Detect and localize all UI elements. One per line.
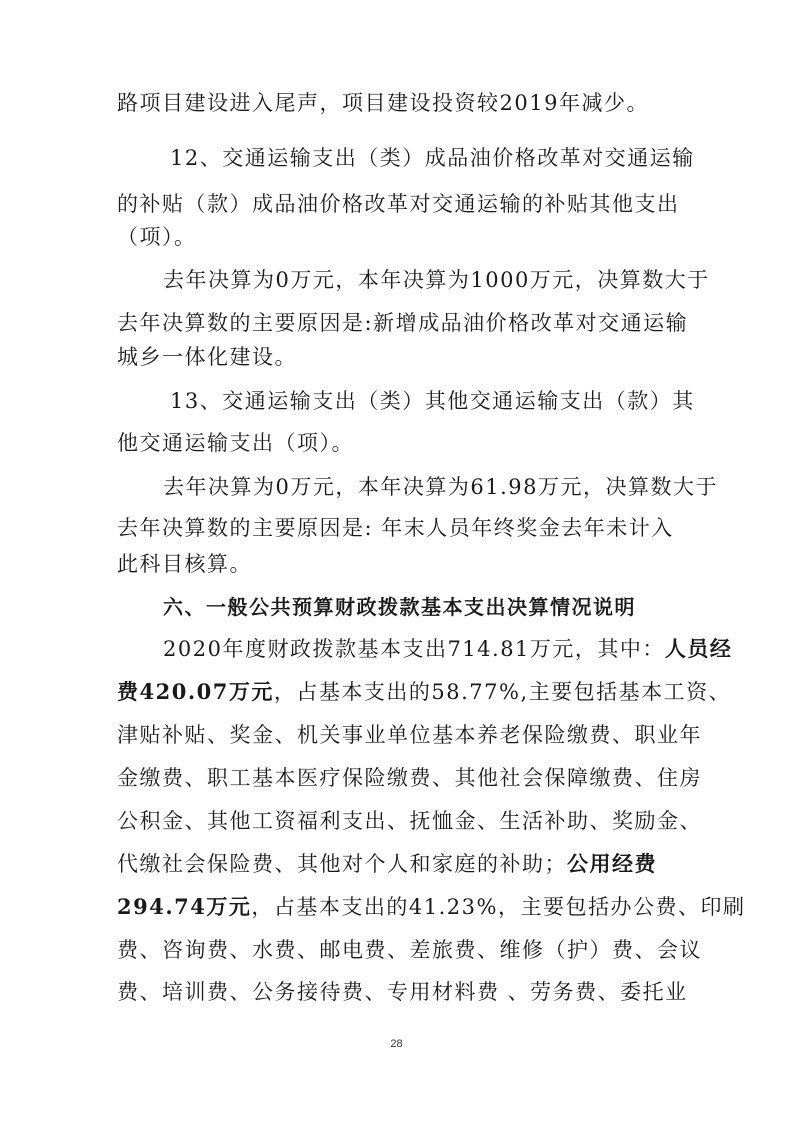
bold-text: 费420.07万元: [117, 679, 274, 704]
body-line: 费、咨询费、水费、邮电费、差旅费、维修（护）费、会议: [117, 938, 702, 962]
section-item-12-line: （项）。: [117, 225, 197, 249]
body-line: [117, 677, 732, 707]
body-line: 去年决算数的主要原因是:新增成品油价格改革对交通运输: [117, 311, 689, 335]
section-item-12-line: 的补贴（款）成品油价格改革对交通运输的补贴其他支出: [117, 192, 680, 216]
bold-text: 公用经费: [567, 851, 657, 876]
body-line: 去年决算为0万元，本年决算为61.98万元，决算数大于: [163, 475, 718, 499]
body-line: 此科目核算。: [117, 552, 252, 576]
body-line: [117, 892, 746, 922]
body-line: 金缴费、职工基本医疗保险缴费、其他社会保障缴费、住房: [117, 766, 702, 790]
body-text: 2020年度财政拨款基本支出714.81万元，其中：: [163, 637, 665, 661]
body-line: 津贴补贴、奖金、机关事业单位基本养老保险缴费、职业年: [117, 723, 702, 747]
body-text: ，占基本支出的58.77%,主要包括基本工资、: [273, 680, 732, 704]
section-item-12-line: 12、交通运输支出（类）成品油价格改革对交通运输: [170, 146, 695, 170]
bold-text: 人员经: [664, 636, 733, 661]
section-heading: 六、一般公共预算财政拨款基本支出决算情况说明: [163, 595, 636, 619]
page-number: 28: [390, 1038, 403, 1050]
body-line: 公积金、其他工资福利支出、抚恤金、生活补助、奖励金、: [117, 809, 702, 833]
body-line: 去年决算数的主要原因是: 年末人员年终奖金去年未计入: [117, 516, 674, 540]
body-line: [163, 634, 733, 664]
body-text: ，占基本支出的41.23%，主要包括办公费、印刷: [251, 895, 746, 919]
body-line: 城乡一体化建设。: [117, 345, 297, 369]
section-item-13-line: 他交通运输支出（项）。: [117, 431, 354, 455]
body-text: 代缴社会保险费、其他对个人和家庭的补助；: [117, 852, 567, 876]
bold-text: 294.74万元: [117, 894, 252, 919]
body-line: 去年决算为0万元，本年决算为1000万元，决算数大于: [163, 268, 710, 292]
section-item-13-line: 13、交通运输支出（类）其他交通运输支出（款）其: [170, 389, 695, 413]
body-line: 费、培训费、公务接待费、专用材料费 、劳务费、委托业: [117, 980, 688, 1004]
body-line: 路项目建设进入尾声，项目建设投资较2019年减少。: [117, 91, 649, 115]
body-line: [117, 849, 687, 879]
